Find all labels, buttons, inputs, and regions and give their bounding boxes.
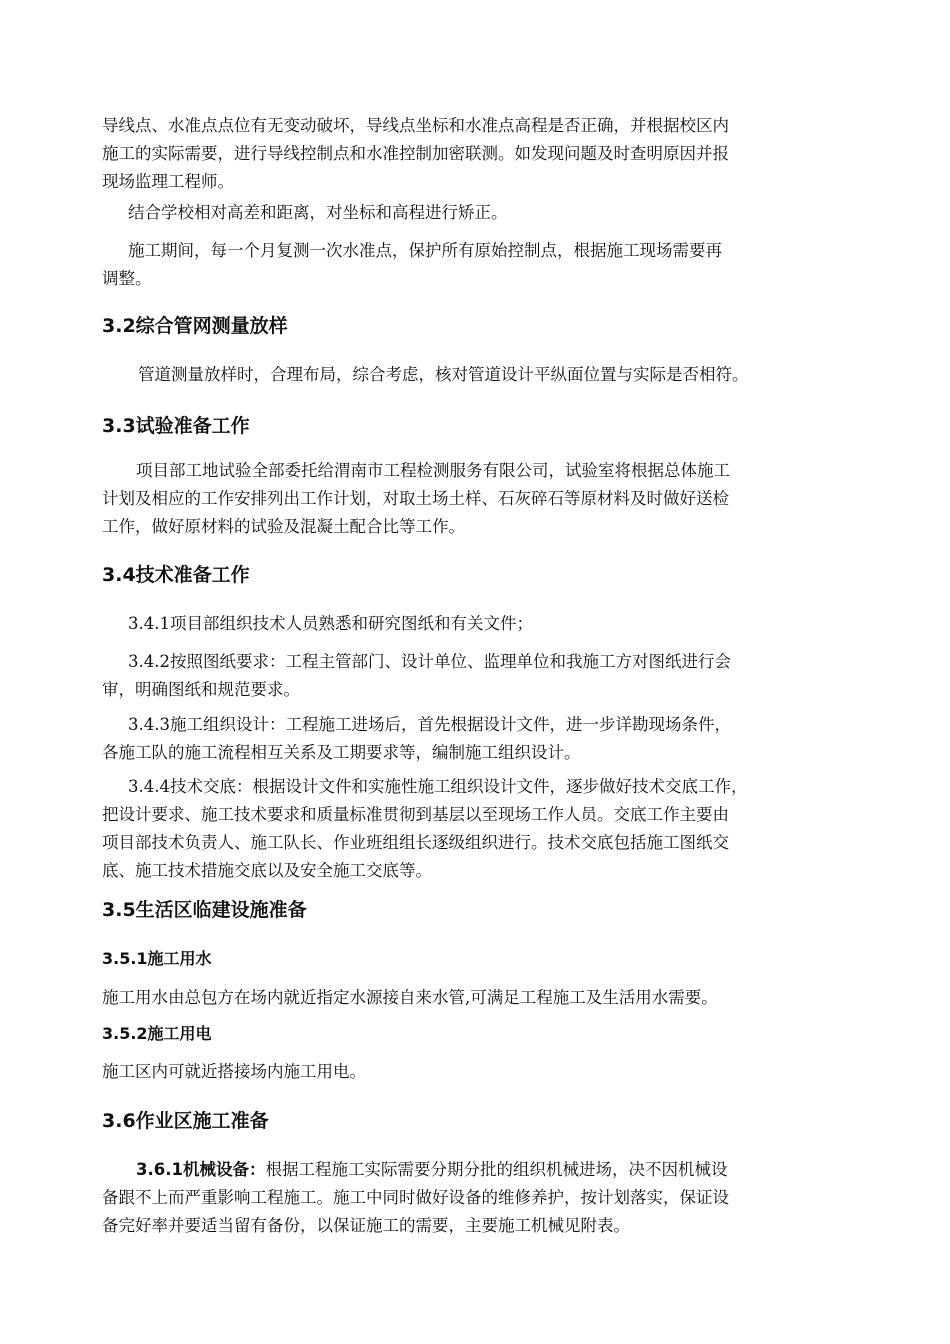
- text-line: 项目部工地试验全部委托给渭南市工程检测服务有限公司，试验室将根据总体施工: [136, 461, 730, 480]
- text-line: 3.4.3施工组织设计：工程施工进场后，首先根据设计文件，进一步详勘现场条件，: [128, 715, 731, 734]
- intro-paragraph-3: [102, 237, 842, 293]
- text-line: 3.4.1项目部组织技术人员熟悉和研究图纸和有关文件；: [128, 614, 533, 633]
- text-line: 导线点、水准点点位有无变动破坏，导线点坐标和水准点高程是否正确，并根据校区内: [102, 116, 729, 135]
- text-line: 计划及相应的工作安排列出工作计划，对取土场土样、石灰碎石等原材料及时做好送检: [102, 489, 729, 508]
- text-line: 底、施工技术措施交底以及安全施工交底等。: [102, 861, 432, 880]
- subsection-3-5-2-paragraph: [102, 1058, 842, 1086]
- section-3-3-paragraph: [102, 457, 842, 541]
- intro-paragraph-2: [102, 199, 868, 227]
- text-line: 工作，做好原材料的试验及混凝土配合比等工作。: [102, 517, 465, 536]
- text-line: 备跟不上而严重影响工程施工。施工中同时做好设备的维修养护，按计划落实，保证设: [102, 1188, 729, 1207]
- text-line: 现场监理工程师。: [102, 172, 234, 191]
- text-line: 3.4.2按照图纸要求：工程主管部门、设计单位、监理单位和我施工方对图纸进行会: [128, 652, 731, 671]
- text-line: 施工用水由总包方在场内就近指定水源接自来水管,可满足工程施工及生活用水需要。: [102, 988, 718, 1007]
- list-item-lead: 3.6.1机械设备：: [136, 1160, 266, 1179]
- subsection-heading-3-5-2: 3.5.2施工用电: [102, 1024, 212, 1043]
- text-line: 审，明确图纸和规范要求。: [102, 680, 300, 699]
- text-line: 施工的实际需要，进行导线控制点和水准控制加密联测。如发现问题及时查明原因并报: [102, 144, 729, 163]
- text-line: 3.4.4技术交底：根据设计文件和实施性施工组织设计文件，逐步做好技术交底工作，: [128, 777, 748, 796]
- text-line: 备完好率并要适当留有备份，以保证施工的需要，主要施工机械见附表。: [102, 1216, 630, 1235]
- list-item-3-6-1: [102, 1156, 842, 1240]
- text-line: 管道测量放样时，合理布局，综合考虑，核对管道设计平纵面位置与实际是否相符。: [138, 365, 749, 384]
- text-line: 施工区内可就近搭接场内施工用电。: [102, 1062, 366, 1081]
- text-line: 项目部技术负责人、施工队长、作业班组组长逐级组织进行。技术交底包括施工图纸交: [102, 833, 729, 852]
- text-line: 施工期间，每一个月复测一次水准点，保护所有原始控制点，根据施工现场需要再: [128, 241, 722, 260]
- section-heading-3-5: 3.5生活区临建设施准备: [102, 899, 307, 921]
- section-heading-3-2: 3.2综合管网测量放样: [102, 315, 288, 337]
- list-item-3-4-3: [102, 711, 842, 767]
- section-heading-3-3: 3.3试验准备工作: [102, 415, 250, 437]
- subsection-heading-3-5-1: 3.5.1施工用水: [102, 949, 212, 968]
- text-line: [102, 1156, 842, 1184]
- list-item-3-4-2: [102, 648, 842, 704]
- list-item-3-4-4: [102, 773, 842, 885]
- list-item-text: 根据工程施工实际需要分期分批的组织机械进场，决不因机械设: [265, 1160, 728, 1179]
- text-line: 结合学校相对高差和距离，对坐标和高程进行矫正。: [128, 203, 508, 222]
- intro-paragraph-1: [102, 112, 842, 196]
- section-heading-3-4: 3.4技术准备工作: [102, 564, 250, 586]
- text-line: 调整。: [102, 269, 152, 288]
- subsection-3-5-1-paragraph: [102, 984, 842, 1012]
- section-heading-3-6: 3.6作业区施工准备: [102, 1110, 269, 1132]
- text-line: 把设计要求、施工技术要求和质量标准贯彻到基层以至现场工作人员。交底工作主要由: [102, 805, 729, 824]
- text-line: 各施工队的施工流程相互关系及工期要求等，编制施工组织设计。: [102, 743, 581, 762]
- section-3-2-paragraph: [102, 361, 878, 389]
- list-item-3-4-1: [102, 610, 868, 638]
